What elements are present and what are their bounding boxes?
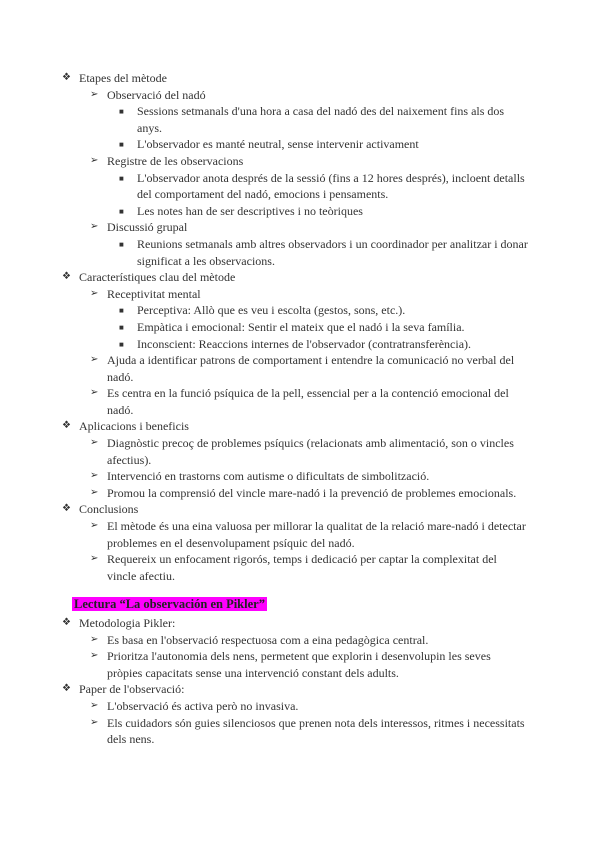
bullet-text: Sessions setmanals d'una hora a casa del nadó des del naixement fins als dos anys. [137,104,505,135]
bullet-item [0,501,600,518]
bullet-item [0,336,600,353]
bullet-item [0,435,600,468]
bullet-item [0,681,600,698]
bullet-text: Es centra en la funció psíquica de la pell, essencial per a la contenció emocional del nadó. [107,386,509,417]
bullet-text: L'observador anota després de la sessió (fins a 12 hores després), incloent detalls del comportament del nadó, emocions i pensaments. [137,170,525,202]
bullet-text: Requereix un enfocament rigorós, temps i dedicació per captar la complexitat del vincle afectiu. [107,552,497,583]
bullet-text: El mètode és una eina valuosa per millorar la qualitat de la relació mare-nadó i detectar problemes en el desenvolupament psíquic del nadó. [107,519,526,550]
lecture-heading-row [0,596,600,613]
section-title: Paper de l'observació: [79,682,185,697]
bullet-text: Es basa en l'observació respectuosa com a eina pedagògica central. [107,632,429,647]
square-bullet-icon: ■ [119,306,124,316]
subsection-title: Registre de les observacions [107,153,244,168]
bullet-text: Reunions setmanals amb altres observadors i un coordinador per analitzar i donar significat a les observacions. [137,236,528,268]
bullet-item [0,153,600,170]
diamond-bullet-icon: ❖ [62,683,71,695]
bullet-text: Les notes han de ser descriptives i no teòriques [137,203,363,218]
bullet-text: Inconscient: Reaccions internes de l'observador (contratransferència). [137,336,472,351]
bullet-text: Empàtica i emocional: Sentir el mateix que el nadó i la seva família. [137,319,465,334]
bullet-text: L'observador es manté neutral, sense intervenir activament [137,137,419,152]
bullet-item [0,319,600,336]
bullet-item [0,352,600,385]
arrow-bullet-icon: ➢ [90,716,99,728]
bullet-item [0,615,600,632]
arrow-bullet-icon: ➢ [90,520,99,532]
bullet-item [0,468,600,485]
arrow-bullet-icon: ➢ [90,470,99,482]
bullet-item [0,286,600,303]
bullet-item [0,518,600,551]
arrow-bullet-icon: ➢ [90,221,99,233]
bullet-text: Diagnòstic precoç de problemes psíquics (relacionats amb alimentació, son o vincles afectius). [107,436,514,467]
bullet-item [0,418,600,435]
bullet-item [0,203,600,220]
bullet-item [0,136,600,153]
diamond-bullet-icon: ❖ [62,72,71,83]
bullet-text: Els cuidadors són guies silenciosos que prenen nota dels interessos, ritmes i necessitats dels nens. [107,715,525,747]
bullet-item [0,236,600,269]
arrow-bullet-icon: ➢ [90,287,99,299]
arrow-bullet-icon: ➢ [90,486,99,498]
bullet-item [0,648,600,681]
square-bullet-icon: ■ [119,173,124,183]
arrow-bullet-icon: ➢ [90,354,99,366]
section-title: Metodologia Pikler: [79,616,176,630]
subsection-title: Observació del nadó [107,87,206,102]
square-bullet-icon: ■ [119,140,124,150]
square-bullet-icon: ■ [119,239,124,249]
lecture-heading: Lectura “La observación en Pikler” [74,597,265,612]
diamond-bullet-icon: ❖ [62,503,71,515]
arrow-bullet-icon: ➢ [90,699,99,711]
bullet-item [0,551,600,584]
arrow-bullet-icon: ➢ [90,88,99,100]
bullet-text: Perceptiva: Allò que es veu i escolta (gestos, sons, etc.). [137,303,406,318]
bullet-item [0,485,600,502]
bullet-item [0,385,600,418]
arrow-bullet-icon: ➢ [90,387,99,399]
arrow-bullet-icon: ➢ [90,154,99,166]
bullet-item [0,715,600,748]
square-bullet-icon: ■ [119,206,124,216]
bullet-item [0,170,600,203]
bullet-item [0,219,600,236]
square-bullet-icon: ■ [119,339,124,349]
arrow-bullet-icon: ➢ [90,650,99,662]
bullet-item [0,269,600,286]
square-bullet-icon: ■ [119,322,124,332]
diamond-bullet-icon: ❖ [62,271,71,283]
bullet-text: Promou la comprensió del vincle mare-nadó i la prevenció de problemes emocionals. [107,485,517,500]
arrow-bullet-icon: ➢ [90,633,99,645]
bullet-text: Ajuda a identificar patrons de comportament i entendre la comunicació no verbal del nadó. [107,353,515,384]
bullet-item [0,698,600,715]
arrow-bullet-icon: ➢ [90,553,99,565]
section-title: Conclusions [79,502,139,517]
square-bullet-icon: ■ [119,107,124,117]
bullet-text: Prioritza l'autonomia dels nens, permetent que explorin i desenvolupin les seves pròpies capacitats sense una intervenció constant dels adults. [107,649,491,680]
subsection-title: Discussió grupal [107,220,188,235]
bullet-text: Intervenció en trastorns com autisme o dificultats de simbolització. [107,469,430,484]
bullet-item [0,632,600,649]
bullet-item [0,87,600,104]
bullet-item [0,70,600,87]
bullet-item [0,103,600,136]
section-title: Aplicacions i beneficis [79,419,189,434]
bullet-text: L'observació és activa però no invasiva. [107,698,299,713]
subsection-title: Receptivitat mental [107,286,201,301]
diamond-bullet-icon: ❖ [62,420,71,432]
diamond-bullet-icon: ❖ [62,617,71,628]
section-title: Característiques clau del mètode [79,270,236,285]
arrow-bullet-icon: ➢ [90,437,99,449]
section-title: Etapes del mètode [79,71,167,85]
bullet-item [0,302,600,319]
